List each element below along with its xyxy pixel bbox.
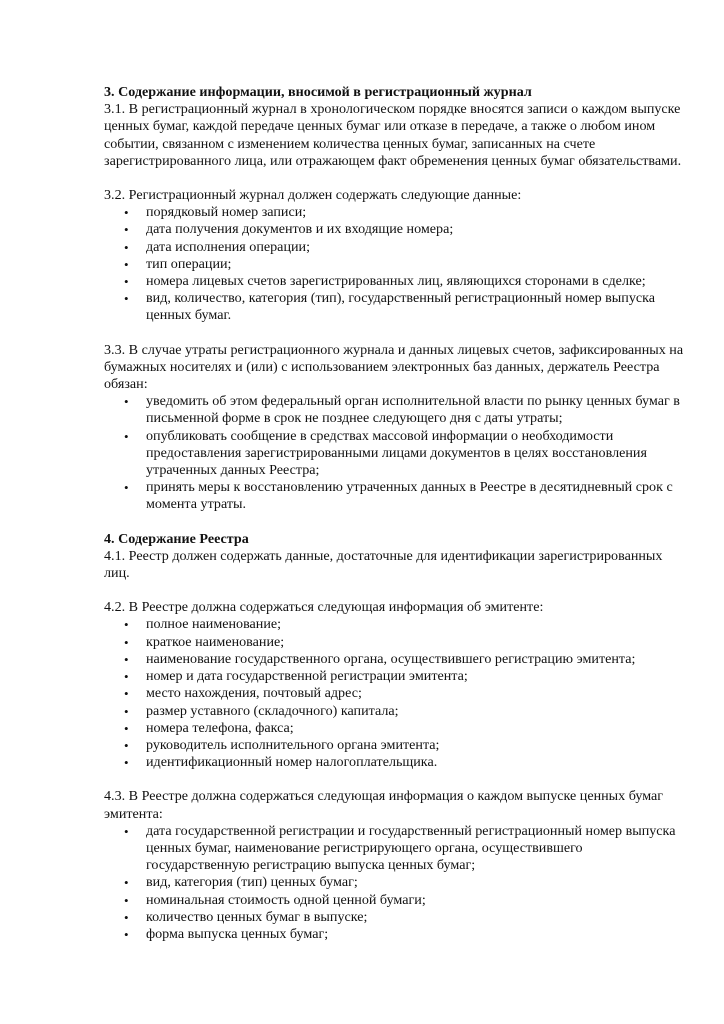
list-item [104,926,684,943]
bullet-icon: • [124,394,129,410]
list-item-text: размер уставного (складочного) капитала; [146,702,399,719]
list-item-text: краткое наименование; [146,633,285,650]
section-4-heading: 4. Содержание Реестра [104,530,249,547]
list-item-text: дата получения документов и их входящие номера; [146,221,454,238]
list-item [104,651,684,668]
list-item-text: номинальная стоимость одной ценной бумаги; [146,891,426,908]
list-item-text: место нахождения, почтовый адрес; [146,685,362,702]
bullet-icon: • [124,428,129,444]
list-item [104,754,684,771]
list-item [104,290,684,324]
paragraph-3-3: 3.3. В случае утраты регистрационного журнала и данных лицевых счетов, зафиксированных на бумажных носителях и (или) с использованием электронных баз данных, держатель Реестра обязан: [104,341,684,393]
list-item [104,393,684,427]
list-item-text: дата исполнения операции; [146,238,310,255]
paragraph-3-2: 3.2. Регистрационный журнал должен содержать следующие данные: [104,187,522,204]
list-item [104,239,684,256]
list-item [104,634,684,651]
bullet-icon: • [124,256,129,272]
list-item [104,428,684,480]
list-item-text: вид, категория (тип) ценных бумаг; [146,874,358,891]
bullet-icon: • [124,909,129,925]
document-page [104,84,684,943]
list-item-text: тип операции; [146,255,232,272]
list-4-3 [104,823,684,943]
list-item [104,204,684,221]
paragraph-3-1: 3.1. В регистрационный журнал в хронологическом порядке вносятся записи о каждом выпуске ценных бумаг, каждой передаче ценных бумаг или отказе в передаче, а также о любом ином событии, связанном с изменением количества ценных бумаг, записанных на счете зарегистрированного лица, или отражающем факт обременения ценных бумаг обязательствами. [104,101,682,169]
list-item-text: уведомить об этом федеральный орган исполнительной власти по рынку ценных бумаг в письменной форме в срок не позднее следующего дня с даты утраты; [146,393,680,427]
bullet-icon: • [124,703,129,719]
section-3-heading: 3. Содержание информации, вносимой в регистрационный журнал [104,84,532,100]
list-item [104,874,684,891]
bullet-icon: • [124,634,129,650]
list-item-text: руководитель исполнительного органа эмитента; [146,736,440,753]
bullet-icon: • [124,737,129,753]
list-item-text: идентификационный номер налогоплательщика. [146,754,438,771]
paragraph-4-1: 4.1. Реестр должен содержать данные, достаточные для идентификации зарегистрированных лиц. [104,547,663,582]
bullet-icon: • [124,926,129,942]
list-item [104,737,684,754]
list-item [104,668,684,685]
list-3-2 [104,204,684,324]
bullet-icon: • [124,686,129,702]
bullet-icon: • [124,651,129,667]
bullet-icon: • [124,274,129,290]
spacer [104,514,684,531]
list-item-text: принять меры к восстановлению утраченных данных в Реестре в десятидневный срок с момента утраты. [146,479,673,513]
list-item [104,479,684,513]
bullet-icon: • [124,480,129,496]
list-item [104,273,684,290]
bullet-icon: • [124,755,129,771]
bullet-icon: • [124,222,129,238]
list-item [104,685,684,702]
bullet-icon: • [124,875,129,891]
list-item-text: опубликовать сообщение в средствах массовой информации о необходимости предоставления зарегистрированными лицами документов в целях восстановления утраченных данных Реестра; [146,427,647,479]
list-item-text: наименование государственного органа, осуществившего регистрацию эмитента; [146,650,636,667]
bullet-icon: • [124,720,129,736]
spacer [104,325,684,342]
list-item-text: порядковый номер записи; [146,204,307,221]
list-item [104,892,684,909]
list-item-text: вид, количество, категория (тип), государственный регистрационный номер выпуска ценных бумаг. [146,290,656,324]
bullet-icon: • [124,239,129,255]
spacer [104,582,684,599]
list-item [104,221,684,238]
bullet-icon: • [124,291,129,307]
list-item-text: дата государственной регистрации и государственный регистрационный номер выпуска ценных бумаг, наименование регистрирующего органа, осуществившего государственную регистрацию выпуска ценных бумаг; [146,822,676,874]
list-4-2 [104,616,684,771]
list-item-text: полное наименование; [146,616,282,633]
bullet-icon: • [124,669,129,685]
list-3-3 [104,393,684,513]
list-item [104,703,684,720]
list-item [104,823,684,875]
bullet-icon: • [124,892,129,908]
list-item-text: номера лицевых счетов зарегистрированных лиц, являющихся сторонами в сделке; [146,273,646,290]
list-item [104,720,684,737]
spacer [104,170,684,187]
list-item-text: форма выпуска ценных бумаг; [146,925,329,942]
list-item-text: количество ценных бумаг в выпуске; [146,908,368,925]
list-item-text: номер и дата государственной регистрации эмитента; [146,668,468,685]
list-item [104,616,684,633]
spacer [104,771,684,788]
bullet-icon: • [124,205,129,221]
bullet-icon: • [124,617,129,633]
list-item [104,909,684,926]
bullet-icon: • [124,823,129,839]
list-item [104,256,684,273]
paragraph-4-3: 4.3. В Реестре должна содержаться следующая информация о каждом выпуске ценных бумаг эмитента: [104,788,664,822]
list-item-text: номера телефона, факса; [146,719,294,736]
paragraph-4-2: 4.2. В Реестре должна содержаться следующая информация об эмитенте: [104,599,544,616]
